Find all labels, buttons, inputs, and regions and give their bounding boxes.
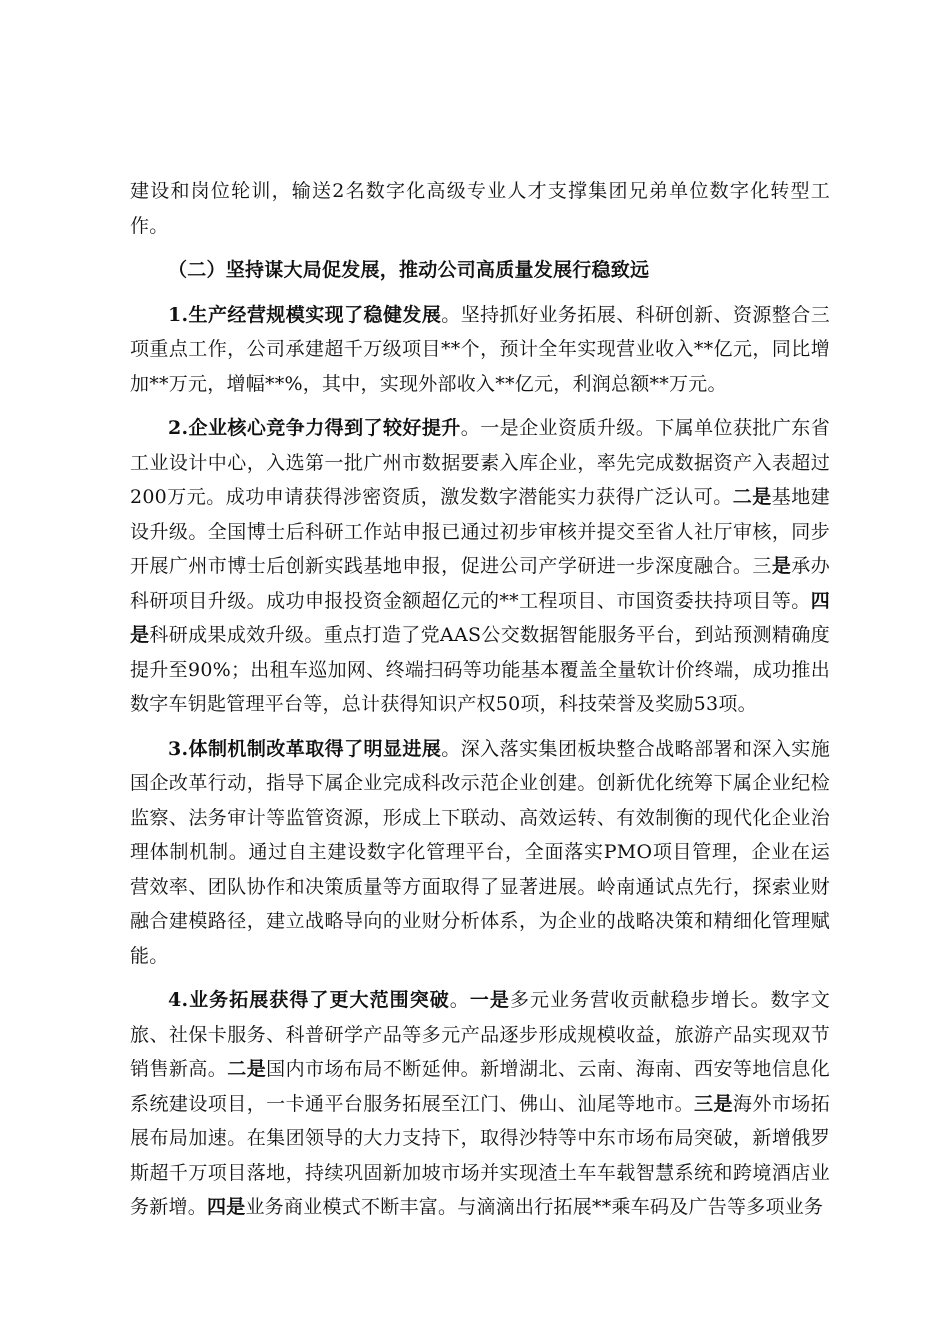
- item-text: 基地建设升级。全国博士后科研工作站申报已通过初步审核并提交至省人社厅审核，同步开展广州市博士后创新实践基地申报，促进公司产学研进一步深度融合。三: [130, 486, 830, 577]
- item-text: 科研成果成效升级。重点打造了党AAS公交数据智能服务平台，到站预测精确度提升至90%；出租车巡加网、终端扫码等功能基本覆盖全量软计价终端，成功推出数字车钥匙管理平台等，总计获得知识产权50项，科技荣誉及奖励53项。: [130, 624, 830, 715]
- item-text: 。一是企业资质升级。下属单位获批广东省工业设计中心，入选第一批广州市数据要素入库企业，率先完成数据资产入表超过200万元。成功申请获得涉密资质，激发数字潜能实力获得广泛认可。: [130, 417, 830, 508]
- item-paragraph-4: [130, 983, 830, 1225]
- item-emphasis: 四是: [207, 1196, 246, 1218]
- item-emphasis: 三是: [694, 1092, 733, 1115]
- item-paragraph-3: [130, 732, 830, 974]
- item-text: 。深入落实集团板块整合战略部署和深入实施国企改革行动，指导下属企业完成科改示范企业创建。创新优化统筹下属企业纪检监察、法务审计等监管资源，形成上下联动、高效运转、有效制衡的现代化企业治理体制机制。通过自主建设数字化管理平台，全面落实PMO项目管理，企业在运营效率、团队协作和决策质量等方面取得了显著进展。岭南通试点先行，探索业财融合建模路径，建立战略导向的业财分析体系，为企业的战略决策和精细化管理赋能。: [130, 737, 830, 967]
- item-text: 国内市场布局不断延伸。新增湖北、云南、海南、西安等地信息化系统建设项目，一卡通平台服务拓展至江门、佛山、汕尾等地市。: [130, 1058, 830, 1115]
- item-text: 。坚持抓好业务拓展、科研创新、资源整合三项重点工作，公司承建超千万级项目**个，预计全年实现营业收入**亿元，同比增加**万元，增幅**%，其中，实现外部收入**亿元，利润总额**万元。: [130, 303, 830, 395]
- item-lead: 4.业务拓展获得了更大范围突破: [168, 989, 450, 1011]
- item-emphasis: 二是: [732, 486, 772, 508]
- item-text: 多元业务营收贡献稳步增长。数字文旅、社保卡服务、科普研学产品等多元产品逐步形成规模收益，旅游产品实现双节销售新高。: [130, 989, 830, 1080]
- item-lead: 3.体制机制改革取得了明显进展: [168, 737, 442, 760]
- item-emphasis: 二是: [227, 1058, 267, 1080]
- item-emphasis: 是: [771, 555, 792, 577]
- item-text: 海外市场拓展布局加速。在集团领导的大力支持下，取得沙特等中东市场布局突破，新增俄罗斯超千万项目落地，持续巩固新加坡市场并实现渣土车车载智慧系统和跨境酒店业务新增。: [130, 1092, 830, 1218]
- item-lead: 2.企业核心竞争力得到了较好提升: [168, 417, 461, 439]
- continuation-paragraph: 建设和岗位轮训，输送2名数字化高级专业人才支撑集团兄弟单位数字化转型工作。: [130, 180, 830, 237]
- item-paragraph-2: [130, 411, 830, 722]
- item-text: 承办科研项目升级。成功申报投资金额超亿元的**工程项目、市国资委扶持项目等。: [130, 555, 830, 612]
- item-emphasis: 一是: [469, 989, 510, 1011]
- item-emphasis: 四是: [130, 589, 830, 646]
- section-heading: （二）坚持谋大局促发展，推动公司高质量发展行稳致远: [168, 259, 650, 281]
- item-lead: 1.生产经营规模实现了稳健发展: [168, 303, 442, 326]
- document-body: [130, 174, 830, 1235]
- item-text: 业务商业模式不断丰富。与滴滴出行拓展**乘车码及广告等多项业务: [245, 1196, 824, 1218]
- item-text: 。: [449, 989, 470, 1011]
- item-paragraph-1: [130, 298, 830, 402]
